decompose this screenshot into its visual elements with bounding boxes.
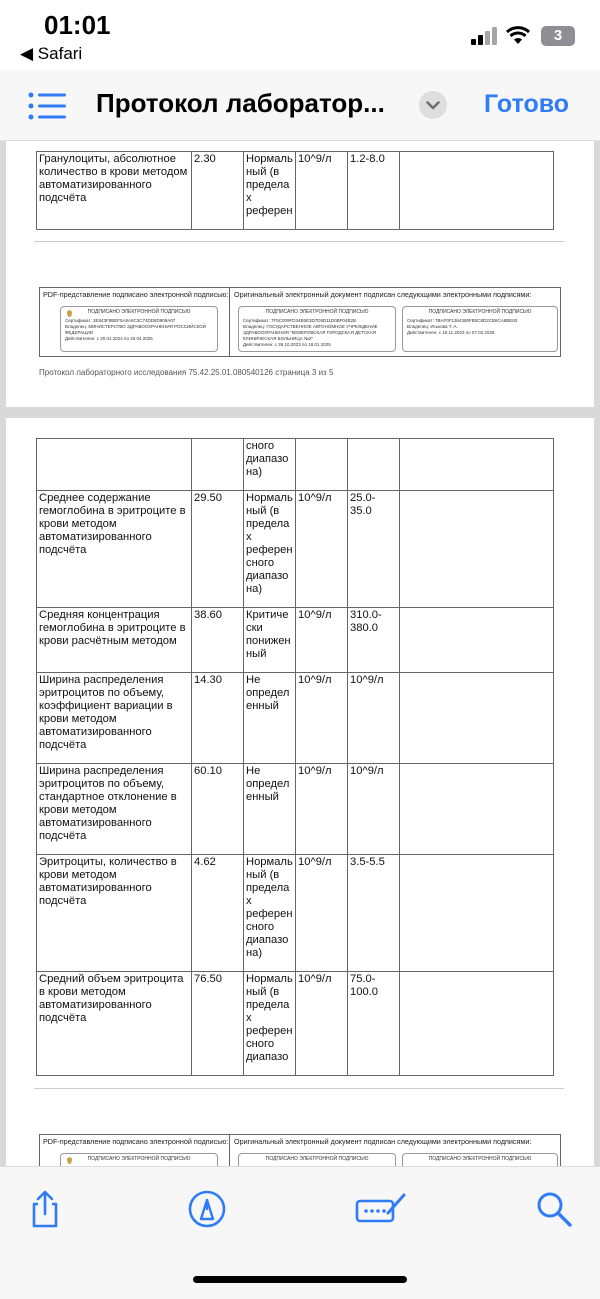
divider bbox=[34, 1088, 564, 1089]
test-name-cell: Ширина распределения эритроцитов по объему, коэффициент вариации в крови методом автоматизированного подсчёта bbox=[37, 673, 192, 764]
value-cell: 38.60 bbox=[192, 608, 244, 673]
table-row bbox=[37, 608, 554, 673]
table-row bbox=[37, 152, 554, 230]
signature-left-panel bbox=[40, 288, 230, 356]
unit-cell: 10^9/л bbox=[296, 764, 348, 855]
divider bbox=[34, 241, 564, 242]
table-row bbox=[37, 855, 554, 972]
empty-cell bbox=[400, 152, 554, 230]
signature-box bbox=[39, 287, 561, 357]
stamp-title: ПОДПИСАНО ЭЛЕКТРОННОЙ ПОДПИСЬЮ bbox=[265, 1156, 369, 1162]
stamp-validity: Действителен: с 15.11.2023 по 07.02.2025 bbox=[407, 330, 495, 335]
stamp-owner: Владелец: Иськова Т. А. bbox=[407, 324, 458, 329]
pdf-page-3 bbox=[6, 141, 594, 407]
pdf-page-4 bbox=[6, 418, 594, 1166]
status-cell: Нормаль ный (в предела х референ сного диапазо на) bbox=[244, 491, 296, 608]
coat-of-arms-icon bbox=[65, 309, 74, 318]
test-name-cell: Среднее содержание гемоглобина в эритроците в крови методом автоматизированного подсчёта bbox=[37, 491, 192, 608]
range-cell: 10^9/л bbox=[348, 764, 400, 855]
stamp-title: ПОДПИСАНО ЭЛЕКТРОННОЙ ПОДПИСЬЮ bbox=[428, 309, 532, 315]
value-cell: 14.30 bbox=[192, 673, 244, 764]
signature-left-panel bbox=[40, 1135, 230, 1166]
stamp-owner: Владелец: ГОСУДАРСТВЕННОЕ АВТОНОМНОЕ УЧРЕЖДЕНИЕ ЗДРАВООХРАНЕНИЯ "КЕМЕРОВСКАЯ ГОРОДСКАЯ ДЕТСКАЯ КЛИНИЧЕСКАЯ БОЛЬНИЦА №2" bbox=[243, 324, 378, 341]
unit-cell: 10^9/л bbox=[296, 608, 348, 673]
status-cell: сного диапазо на) bbox=[244, 439, 296, 491]
stamp-validity: Действителен: с 26.10.2023 по 18.01.2025 bbox=[243, 342, 331, 347]
range-cell: 3.5-5.5 bbox=[348, 855, 400, 972]
signature-box bbox=[39, 1134, 561, 1166]
stamp-title: ПОДПИСАНО ЭЛЕКТРОННОЙ ПОДПИСЬЮ bbox=[428, 1156, 532, 1162]
signature-stamp bbox=[60, 306, 218, 352]
status-time: 01:01 bbox=[44, 10, 111, 40]
test-name-cell: Средний объем эритроцита в крови методом автоматизированного подсчёта bbox=[37, 972, 192, 1076]
signature-right-header: Оригинальный электронный документ подписан следующими электронными подписями: bbox=[234, 1137, 532, 1146]
status-cell: Нормаль ный (в предела х референ сного диапазо bbox=[244, 972, 296, 1076]
status-bar bbox=[0, 0, 600, 68]
table-row bbox=[37, 439, 554, 491]
battery-icon: 3 bbox=[541, 26, 575, 46]
status-cell: Не определ енный bbox=[244, 764, 296, 855]
document-viewer[interactable] bbox=[0, 141, 600, 1166]
stamp-certificate: Сертификат: 7BAF0F1364380FB0C8D2CB8CA8BE83 bbox=[407, 318, 518, 323]
empty-cell bbox=[400, 855, 554, 972]
table-row bbox=[37, 764, 554, 855]
test-name-cell: Ширина распределения эритроцитов по объему, стандартное отклонение в крови методом автоматизированного подсчёта bbox=[37, 764, 192, 855]
unit-cell: 10^9/л bbox=[296, 152, 348, 230]
stamp-title: ПОДПИСАНО ЭЛЕКТРОННОЙ ПОДПИСЬЮ bbox=[87, 309, 191, 315]
signature-right-header: Оригинальный электронный документ подписан следующими электронными подписями: bbox=[234, 290, 532, 299]
nav-bar bbox=[0, 70, 600, 141]
range-cell: 310.0- 380.0 bbox=[348, 608, 400, 673]
share-icon[interactable] bbox=[25, 1189, 65, 1229]
unit-cell bbox=[296, 439, 348, 491]
test-name-cell bbox=[37, 439, 192, 491]
stamp-owner: Владелец: МИНИСТЕРСТВО ЗДРАВООХРАНЕНИЯ РОССИЙСКОЙ ФЕДЕРАЦИИ bbox=[65, 324, 207, 335]
test-name-cell: Средняя концентрация гемоглобина в эритроците в крови расчётным методом bbox=[37, 608, 192, 673]
empty-cell bbox=[400, 764, 554, 855]
value-cell: 60.10 bbox=[192, 764, 244, 855]
range-cell bbox=[348, 439, 400, 491]
coat-of-arms-icon bbox=[65, 1156, 74, 1165]
table-row bbox=[37, 972, 554, 1076]
range-cell: 25.0-35.0 bbox=[348, 491, 400, 608]
results-table bbox=[36, 151, 554, 230]
signature-icon[interactable] bbox=[355, 1189, 407, 1229]
unit-cell: 10^9/л bbox=[296, 855, 348, 972]
signature-stamp bbox=[238, 1153, 396, 1166]
signature-stamp bbox=[60, 1153, 218, 1166]
stamp-validity: Действителен: с 20.01.2024 по 20.04.2025 bbox=[65, 336, 153, 341]
signature-stamp bbox=[402, 1153, 558, 1166]
document-title: Протокол лаборатор... bbox=[96, 88, 385, 118]
cellular-signal-icon bbox=[471, 27, 499, 45]
list-icon[interactable] bbox=[28, 92, 66, 120]
back-to-safari-link[interactable]: ◀ Safari bbox=[20, 44, 83, 63]
results-table bbox=[36, 438, 554, 1076]
empty-cell bbox=[400, 608, 554, 673]
status-cell: Не определ енный bbox=[244, 673, 296, 764]
done-button[interactable]: Готово bbox=[484, 90, 570, 118]
table-row bbox=[37, 491, 554, 608]
chevron-down-icon[interactable] bbox=[419, 91, 447, 119]
empty-cell bbox=[400, 439, 554, 491]
empty-cell bbox=[400, 673, 554, 764]
signature-left-header: PDF-представление подписано электронной подписью: bbox=[43, 290, 229, 299]
wifi-icon bbox=[505, 24, 531, 46]
status-cell: Нормаль ный (в предела х референ сного диапазо на) bbox=[244, 855, 296, 972]
range-cell: 75.0- 100.0 bbox=[348, 972, 400, 1076]
home-indicator[interactable] bbox=[193, 1276, 407, 1283]
table-row bbox=[37, 673, 554, 764]
value-cell: 29.50 bbox=[192, 491, 244, 608]
range-cell: 1.2-8.0 bbox=[348, 152, 400, 230]
value-cell: 4.62 bbox=[192, 855, 244, 972]
signature-stamp bbox=[238, 306, 396, 352]
stamp-certificate: Сертификат: 3E843F8BEF5A8A6C3C74DD8D909A07 bbox=[65, 318, 176, 323]
signature-stamp bbox=[402, 306, 558, 352]
status-cell: Критиче ски понижен ный bbox=[244, 608, 296, 673]
value-cell: 76.50 bbox=[192, 972, 244, 1076]
test-name-cell: Эритроциты, количество в крови методом автоматизированного подсчёта bbox=[37, 855, 192, 972]
unit-cell: 10^9/л bbox=[296, 673, 348, 764]
value-cell bbox=[192, 439, 244, 491]
page-footer: Протокол лабораторного исследования 75.42.25.01.080540126 страница 3 из 5 bbox=[39, 368, 334, 377]
stamp-title: ПОДПИСАНО ЭЛЕКТРОННОЙ ПОДПИСЬЮ bbox=[87, 1156, 191, 1162]
signature-left-header: PDF-представление подписано электронной подписью: bbox=[43, 1137, 229, 1146]
unit-cell: 10^9/л bbox=[296, 972, 348, 1076]
empty-cell bbox=[400, 491, 554, 608]
range-cell: 10^9/л bbox=[348, 673, 400, 764]
empty-cell bbox=[400, 972, 554, 1076]
markup-icon[interactable] bbox=[187, 1189, 227, 1229]
search-icon[interactable] bbox=[534, 1189, 574, 1229]
status-cell: Нормаль ный (в предела х референ bbox=[244, 152, 296, 230]
value-cell: 2.30 bbox=[192, 152, 244, 230]
stamp-certificate: Сертификат: 7F5C009FD34B5E3D7D5D11D0BF04B2B bbox=[243, 318, 356, 323]
unit-cell: 10^9/л bbox=[296, 491, 348, 608]
stamp-title: ПОДПИСАНО ЭЛЕКТРОННОЙ ПОДПИСЬЮ bbox=[265, 309, 369, 315]
test-name-cell: Гранулоциты, абсолютное количество в крови методом автоматизированного подсчёта bbox=[37, 152, 192, 230]
